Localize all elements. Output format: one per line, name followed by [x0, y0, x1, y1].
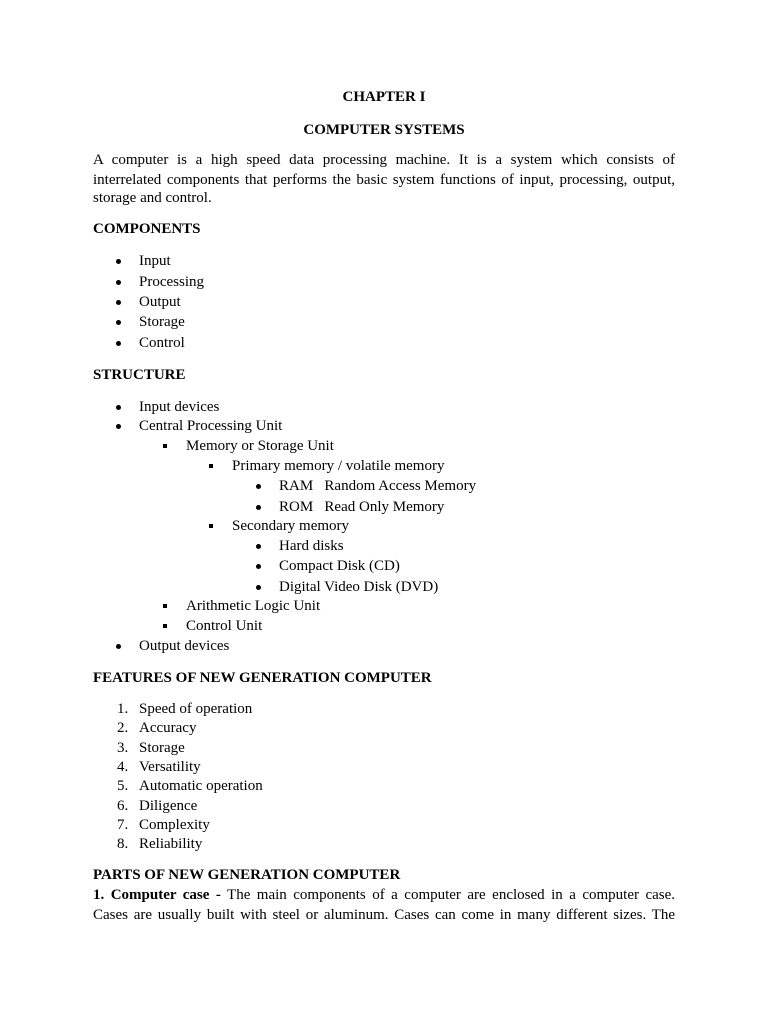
- intro-line-3: storage and control.: [93, 190, 212, 206]
- feature-item: Versatility: [139, 759, 201, 775]
- bullet-dot-icon: [256, 564, 261, 569]
- feature-number: 5.: [117, 778, 129, 794]
- feature-item: Storage: [139, 740, 185, 756]
- component-item: Control: [139, 335, 185, 351]
- component-item: Output: [139, 294, 181, 310]
- structure-dvd: Digital Video Disk (DVD): [279, 579, 439, 595]
- chapter-label: CHAPTER I: [342, 89, 426, 105]
- bullet-dot-icon: [116, 320, 121, 325]
- bullet-dot-icon: [256, 505, 261, 510]
- bullet-dot-icon: [256, 484, 261, 489]
- feature-item: Speed of operation: [139, 701, 253, 717]
- parts-case-line-1: [93, 886, 675, 904]
- feature-number: 8.: [117, 836, 129, 852]
- bullet-dot-icon: [116, 644, 121, 649]
- parts-case-title: 1. Computer case -: [93, 887, 221, 903]
- bullet-dot-icon: [256, 544, 261, 549]
- feature-item: Accuracy: [139, 720, 197, 736]
- feature-number: 2.: [117, 720, 129, 736]
- structure-secondary-memory: Secondary memory: [232, 518, 350, 534]
- structure-primary-memory: Primary memory / volatile memory: [232, 458, 445, 474]
- bullet-square-icon: [163, 624, 167, 628]
- bullet-dot-icon: [256, 585, 261, 590]
- feature-item: Reliability: [139, 836, 203, 852]
- bullet-square-icon: [209, 464, 213, 468]
- structure-heading: STRUCTURE: [93, 367, 186, 383]
- bullet-dot-icon: [116, 300, 121, 305]
- structure-output-devices: Output devices: [139, 638, 230, 654]
- parts-case-line-2: Cases are usually built with steel or aluminum. Cases can come in many different sizes. The: [93, 907, 675, 923]
- feature-number: 3.: [117, 740, 129, 756]
- structure-memory-unit: Memory or Storage Unit: [186, 438, 334, 454]
- feature-item: Automatic operation: [139, 778, 263, 794]
- component-item: Processing: [139, 274, 204, 290]
- structure-cpu: Central Processing Unit: [139, 418, 283, 434]
- structure-hard-disks: Hard disks: [279, 538, 344, 554]
- components-heading: COMPONENTS: [93, 221, 201, 237]
- structure-ram: RAM Random Access Memory: [279, 478, 477, 494]
- feature-number: 1.: [117, 701, 129, 717]
- structure-cd: Compact Disk (CD): [279, 558, 400, 574]
- feature-item: Complexity: [139, 817, 210, 833]
- component-item: Storage: [139, 314, 185, 330]
- bullet-dot-icon: [116, 405, 121, 410]
- intro-line-1: A computer is a high speed data processing machine. It is a system which consists of: [93, 152, 675, 168]
- parts-heading: PARTS OF NEW GENERATION COMPUTER: [93, 867, 401, 883]
- structure-control-unit: Control Unit: [186, 618, 263, 634]
- structure-alu: Arithmetic Logic Unit: [186, 598, 321, 614]
- structure-input-devices: Input devices: [139, 399, 220, 415]
- bullet-square-icon: [163, 604, 167, 608]
- bullet-square-icon: [209, 524, 213, 528]
- feature-number: 7.: [117, 817, 129, 833]
- bullet-square-icon: [163, 444, 167, 448]
- bullet-dot-icon: [116, 341, 121, 346]
- bullet-dot-icon: [116, 259, 121, 264]
- feature-item: Diligence: [139, 798, 198, 814]
- bullet-dot-icon: [116, 424, 121, 429]
- feature-number: 4.: [117, 759, 129, 775]
- parts-case-text: The main components of a computer are enclosed in a computer case.: [227, 887, 676, 903]
- bullet-dot-icon: [116, 280, 121, 285]
- structure-rom: ROM Read Only Memory: [279, 499, 445, 515]
- features-heading: FEATURES OF NEW GENERATION COMPUTER: [93, 670, 432, 686]
- component-item: Input: [139, 253, 171, 269]
- feature-number: 6.: [117, 798, 129, 814]
- chapter-title: COMPUTER SYSTEMS: [303, 122, 465, 138]
- intro-line-2: interrelated components that performs the basic system functions of input, processing, output,: [93, 172, 675, 188]
